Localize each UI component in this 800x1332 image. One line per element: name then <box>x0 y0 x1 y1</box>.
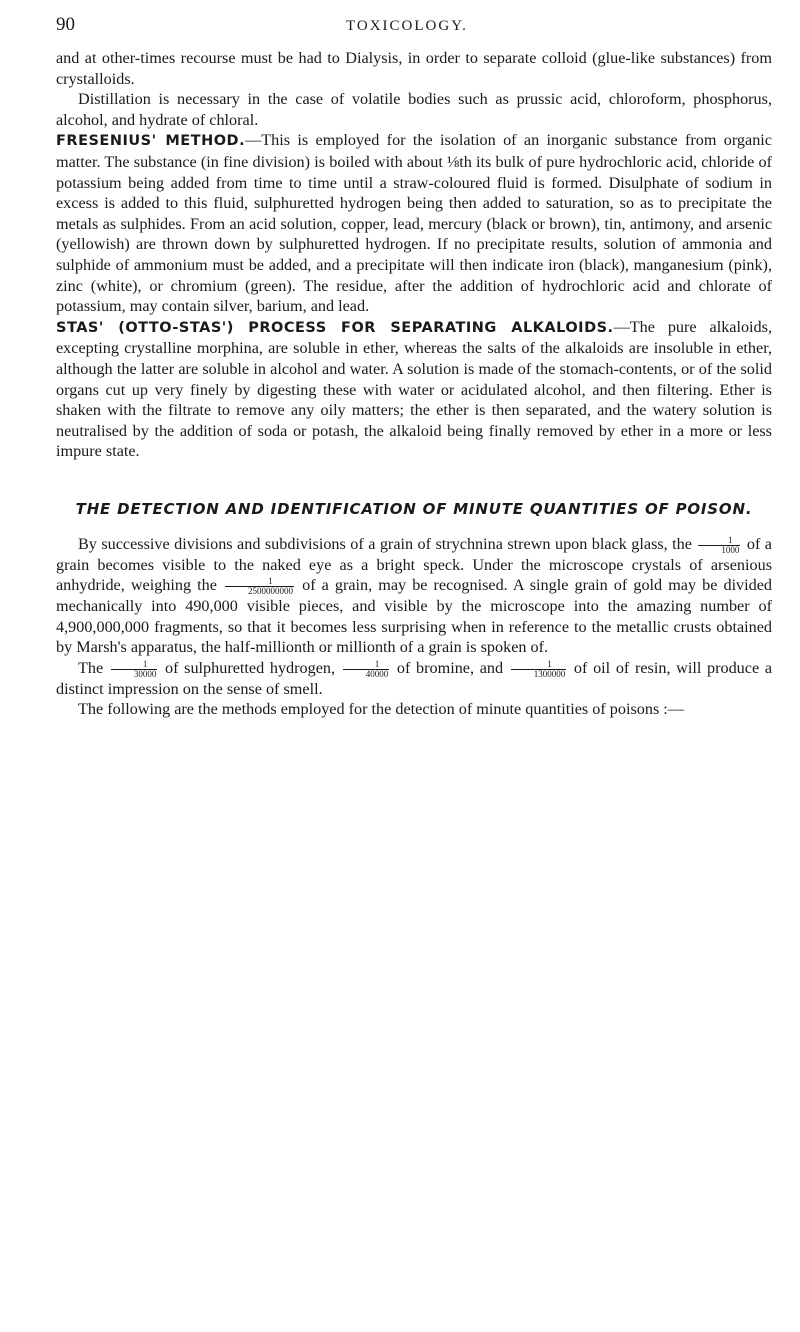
fraction-numerator: 1 <box>225 577 294 587</box>
fraction-denominator: 1000 <box>721 544 740 555</box>
running-head: TOXICOLOGY. <box>346 18 468 34</box>
page-number: 90 <box>56 14 75 35</box>
fraction <box>698 536 740 555</box>
paragraph-fresenius-method <box>56 130 772 316</box>
paragraph-text: of sulphuretted hydrogen, <box>165 658 336 677</box>
paragraph-text: and at other-times recourse must be had to Dialysis, in order to separate colloid (glue-like substances) from crystalloids. <box>56 49 772 88</box>
fraction-denominator: 30000 <box>133 668 157 679</box>
paragraph-following-methods <box>56 699 772 720</box>
paragraph-dialysis <box>56 48 772 89</box>
paragraph-text: of a grain becomes visible to the naked eye as a bright speck. Under the microscope crystals of arsenious anhydride, weighing the <box>56 534 772 595</box>
paragraph-text: of bromine, and <box>396 658 504 677</box>
paragraph-text: The following are the methods employed for the detection of minute quantities of poisons :— <box>78 700 684 719</box>
run-in-heading: FRESENIUS' METHOD. <box>56 133 246 150</box>
paragraph-successive-divisions <box>56 534 772 658</box>
paragraph-text: By successive divisions and subdivisions of a grain of strychnina strewn upon black glass, the <box>78 534 692 553</box>
paragraph-text: —This is employed for the isolation of an inorganic substance from organic matter. The substance (in fine division) is boiled with about ⅛th its bulk of pure hydrochloric acid, chloride of potassium being added from time to time until a straw-coloured fluid is formed. Disulphate of sodium in excess is added to this fluid, sulphuretted hydrogen being then added to saturation, so as to precipitate the metals as sulphides. From an acid solution, copper, lead, mercury (black or brown), tin, antimony, and arsenic (yellowish) are thrown down by sulphuretted hydrogen. If no precipitate results, solution of ammonia and sulphide of ammonium must be added, and a precipitate will then indicate iron (black), manganesium (pink), zinc (white), or chromium (green). The residue, after the addition of hydrochloric acid and chlorate of potassium, may contain silver, barium, and lead. <box>56 131 772 316</box>
paragraph-text: of oil of resin, will produce a distinct impression on the sense of smell. <box>56 658 773 698</box>
fraction-denominator: 40000 <box>365 668 389 679</box>
paragraph-text: of a grain, may be recognised. A single grain of gold may be divided mechanically into 490,000 visible pieces, and visible by the microscope into the amazing number of 4,900,000,000 fragments, so that it becomes less surprising when in reference to the metallic crusts obtained by Marsh's apparatus, the half-millionth or millionth of a grain is spoken of. <box>56 576 773 657</box>
paragraph-sense-of-smell <box>56 658 772 699</box>
fraction <box>511 660 567 679</box>
fraction <box>111 660 158 679</box>
paragraph-stas-process <box>56 317 772 462</box>
page-header <box>56 14 772 48</box>
paragraph-text: —The pure alkaloids, excepting crystalline morphina, are soluble in ether, whereas the salts of the alkaloids are insoluble in ether, although the latter are soluble in alcohol and water. A solution is made of the stomach-contents, or of the solid organs cut up very finely by digesting these with water or acidulated alcohol, and then filtering. Ether is shaken with the filtrate to remove any oily matters; the ether is then separated, and the watery solution is neutralised by the addition of soda or potash, the alkaloid being finally removed by ether in a more or less impure state. <box>56 317 772 461</box>
section-heading: THE DETECTION AND IDENTIFICATION OF MINUTE QUANTITIES OF POISON. <box>75 499 753 518</box>
fraction <box>343 660 390 679</box>
paragraph-distillation <box>56 89 772 130</box>
fraction-numerator: 1 <box>698 536 740 546</box>
paragraph-text: Distillation is necessary in the case of volatile bodies such as prussic acid, chloroform, phosphorus, alcohol, and hydrate of chloral. <box>56 90 772 129</box>
fraction-numerator: 1 <box>511 660 567 670</box>
fraction <box>225 577 294 596</box>
fraction-denominator: 1300000 <box>533 668 566 679</box>
fraction-denominator: 2500000000 <box>248 586 294 597</box>
paragraph-text: The <box>78 658 104 677</box>
fraction-numerator: 1 <box>111 660 158 670</box>
fraction-numerator: 1 <box>343 660 390 670</box>
run-in-heading: STAS' (OTTO-STAS') PROCESS FOR SEPARATING ALKALOIDS. <box>56 319 614 336</box>
